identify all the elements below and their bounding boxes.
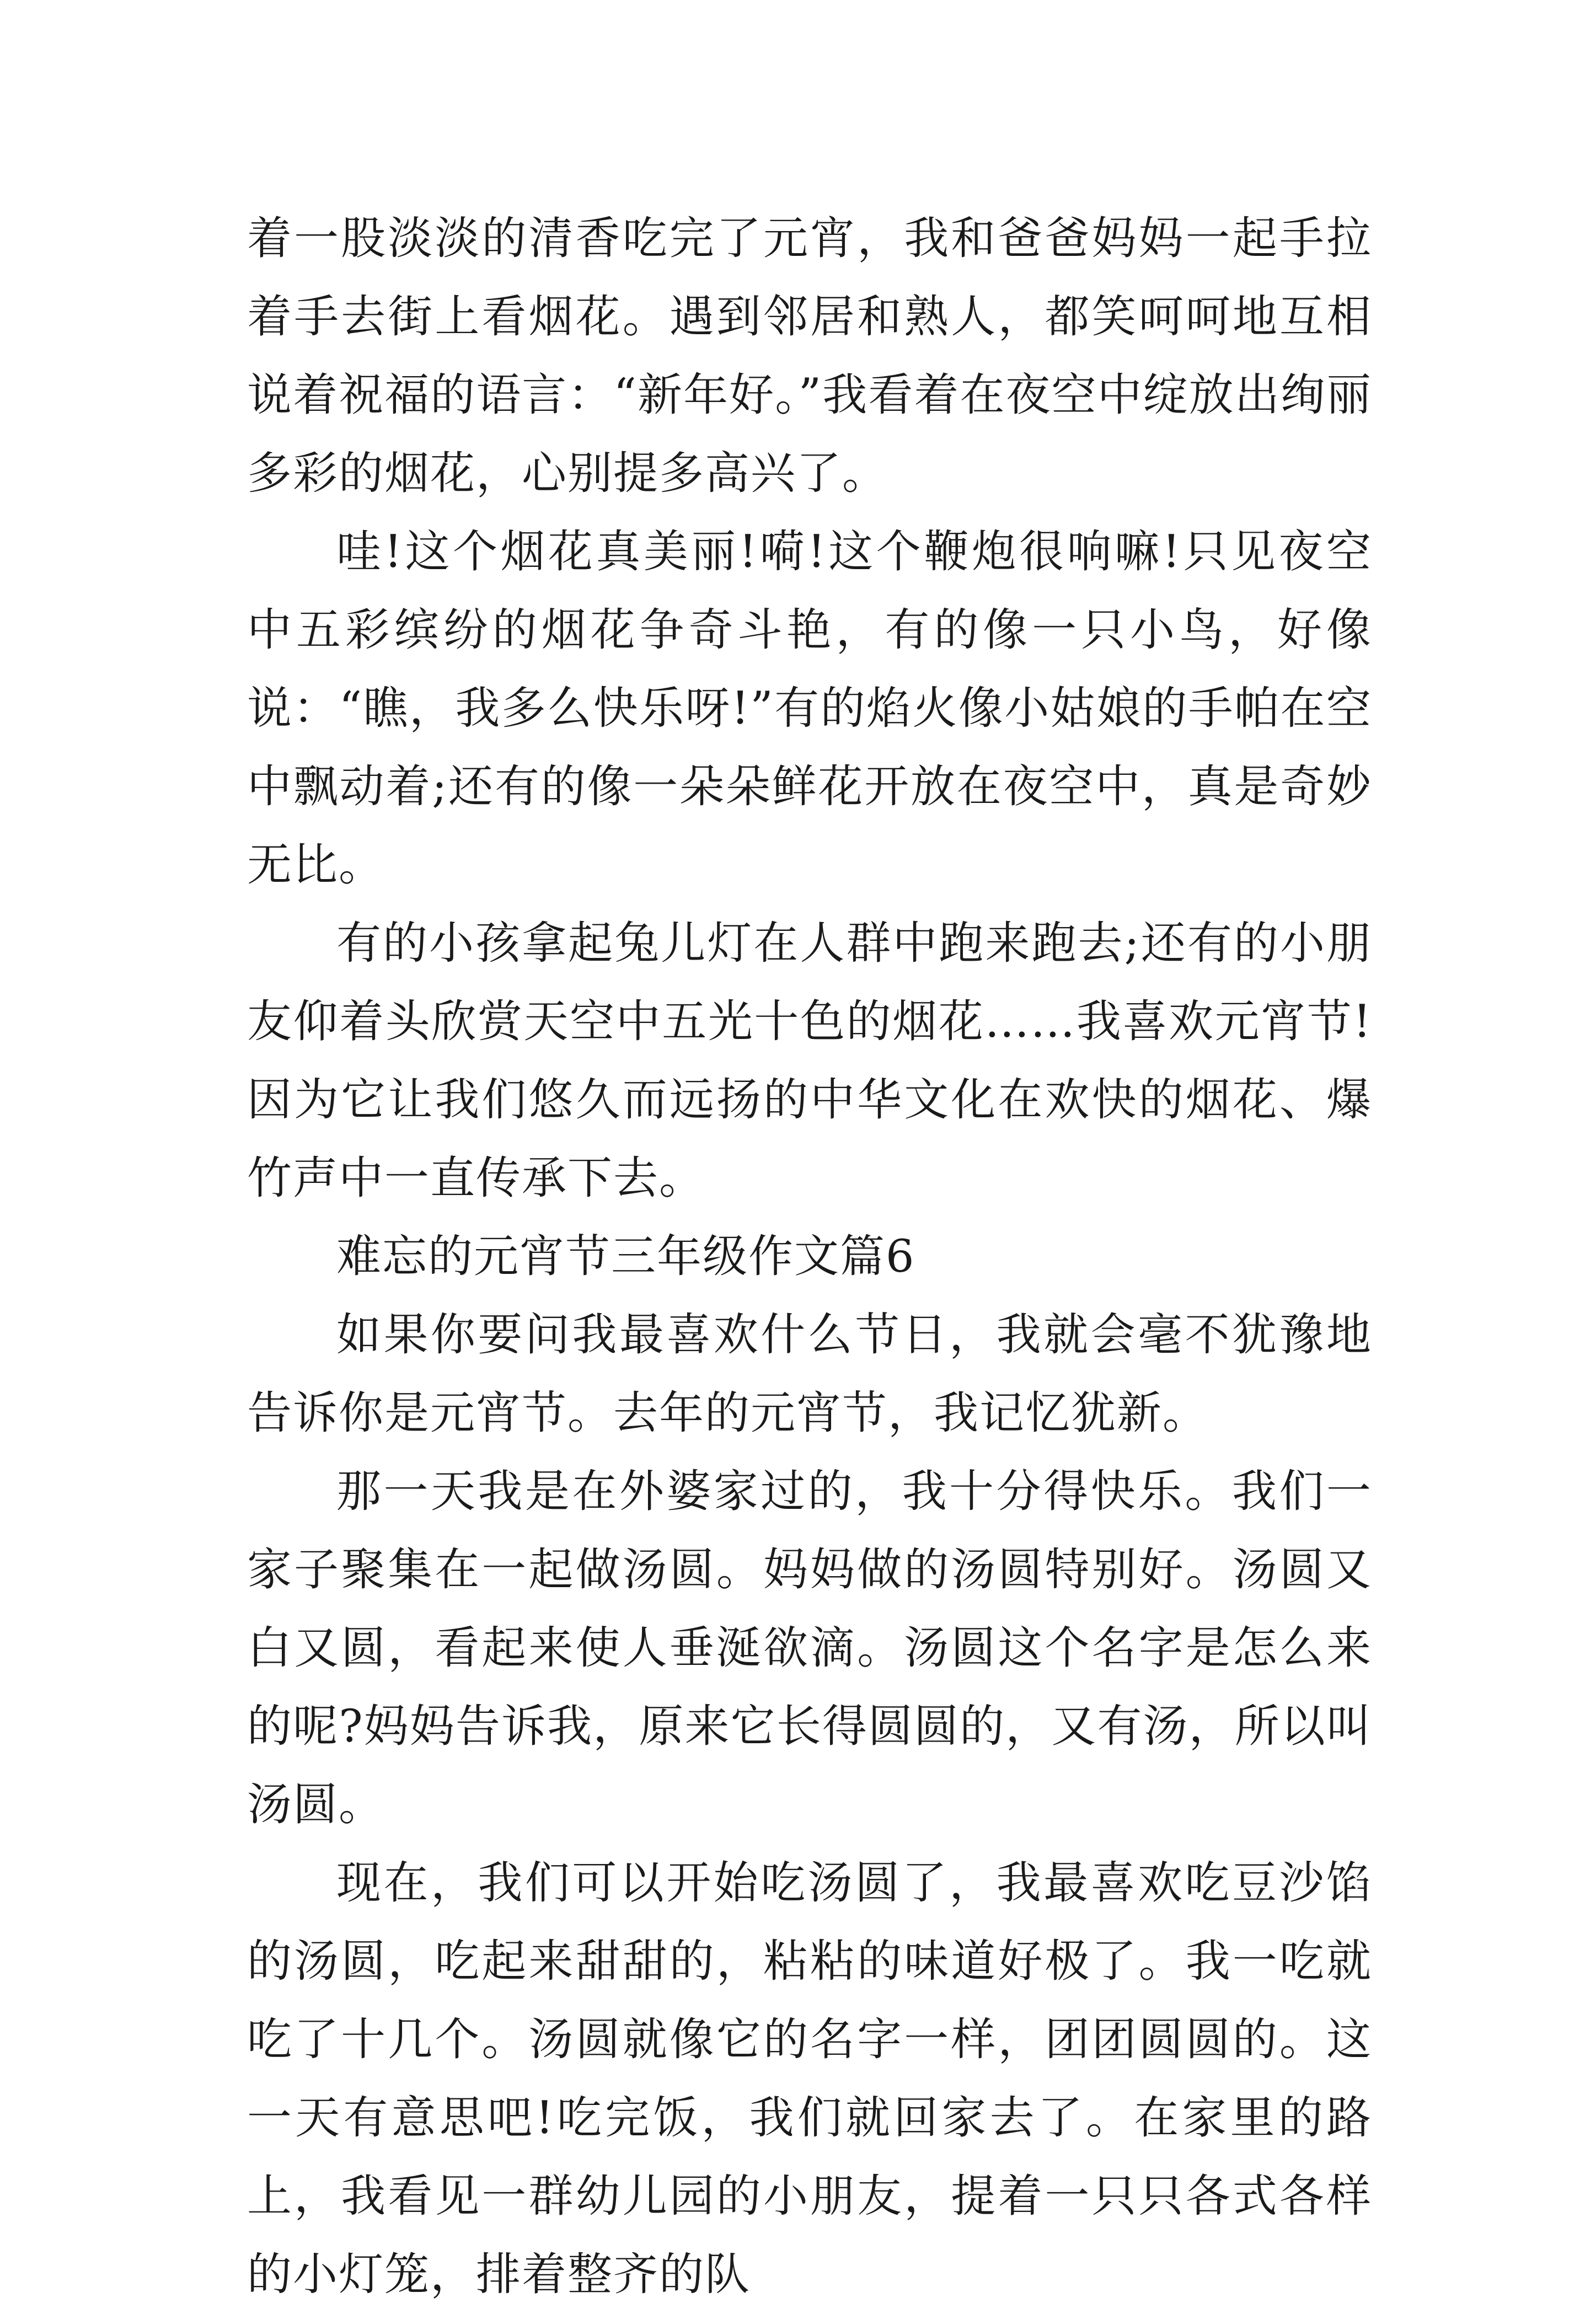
paragraph-lanterns: 有的小孩拿起兔儿灯在人群中跑来跑去;还有的小朋友仰着头欣赏天空中五光十色的烟花……我喜欢元宵节!因为它让我们悠久而远扬的中华文化在欢快的烟花、爆竹声中一直传承下去。 bbox=[247, 918, 1372, 1204]
paragraph-grandma-house: 那一天我是在外婆家过的，我十分得快乐。我们一家子聚集在一起做汤圆。妈妈做的汤圆特别好。汤圆又白又圆，看起来使人垂涎欲滴。汤圆这个名字是怎么来的呢?妈妈告诉我，原来它长得圆圆的，又有汤，所以叫汤圆。 bbox=[247, 1466, 1372, 1831]
essay-heading: 难忘的元宵节三年级作文篇6 bbox=[336, 1231, 915, 1283]
document-body bbox=[247, 200, 1372, 2314]
paragraph-eating-tangyuan: 现在，我们可以开始吃汤圆了，我最喜欢吃豆沙馅的汤圆，吃起来甜甜的，粘粘的味道好极了。我一吃就吃了十几个。汤圆就像它的名字一样，团团圆圆的。这一天有意思吧!吃完饭，我们就回家去了。在家里的路上，我看见一群幼儿园的小朋友，提着一只只各式各样的小灯笼，排着整齐的队 bbox=[247, 1857, 1372, 2301]
paragraph-fireworks: 哇!这个烟花真美丽!嗬!这个鞭炮很响嘛!只见夜空中五彩缤纷的烟花争奇斗艳，有的像一只小鸟，好像说：“瞧，我多么快乐呀!”有的焰火像小姑娘的手帕在空中飘动着;还有的像一朵朵鲜花开放在夜空中，真是奇妙无比。 bbox=[247, 526, 1372, 891]
paragraph-favorite-festival: 如果你要问我最喜欢什么节日，我就会毫不犹豫地告诉你是元宵节。去年的元宵节，我记忆犹新。 bbox=[247, 1309, 1372, 1439]
paragraph-continuation: 着一股淡淡的清香吃完了元宵，我和爸爸妈妈一起手拉着手去街上看烟花。遇到邻居和熟人，都笑呵呵地互相说着祝福的语言：“新年好。”我看着在夜空中绽放出绚丽多彩的烟花，心别提多高兴了。 bbox=[247, 213, 1372, 500]
